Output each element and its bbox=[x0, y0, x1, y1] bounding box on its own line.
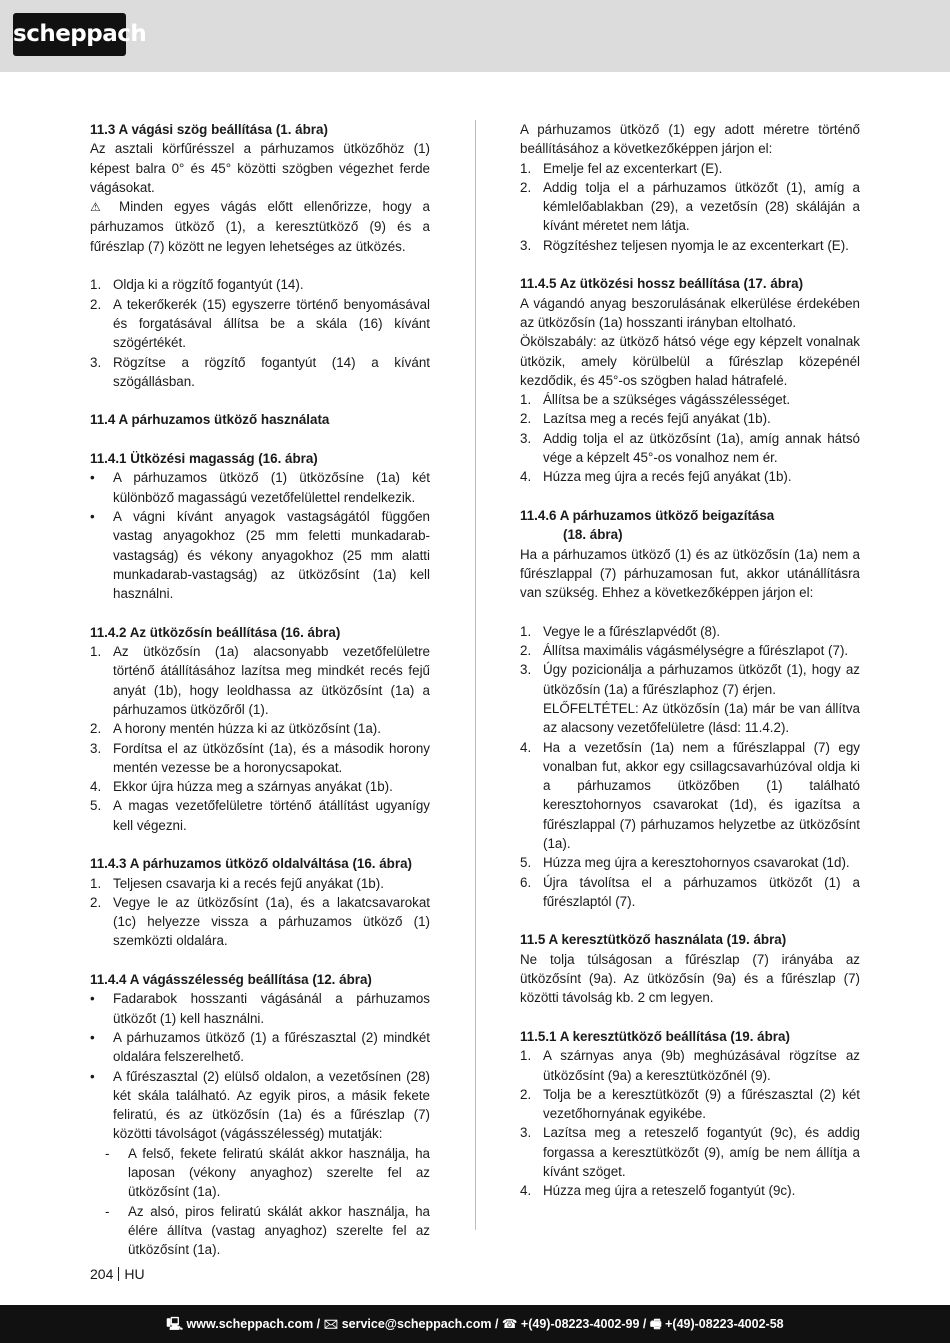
list-item: - Az alsó, piros feliratú skálát akkor használja, ha élére állítva (vastag anyaghoz) szerelte fel az ütközősínt (1a). bbox=[105, 1203, 430, 1258]
list-item: 1. Teljesen csavarja ki a recés fejű anyákat (1b). bbox=[90, 875, 384, 891]
bullets-11-4-1 bbox=[90, 468, 430, 603]
dashes-11-4-4 bbox=[90, 1144, 430, 1260]
list-item: 4. Ha a vezetősín (1a) nem a fűrészlappal (7) egy vonalban fut, akkor egy csillagcsavarhúzóval oldja ki a párhuzamos ütközőben (1) található keresztohornyos csavarokat (1d), és igazítsa a fűrészlappal (7) párhuzamos helyzetbe az ütközősínt (1a). bbox=[520, 739, 860, 851]
list-item: 2. Állítsa maximális vágásmélységre a fűrészlapot (7). bbox=[520, 643, 849, 659]
section-title-11-4-6-figure: (18. ábra) bbox=[563, 527, 623, 543]
list-item: 1. A szárnyas anya (9b) meghúzásával rögzítse az ütközősínt (9a) a keresztütközőnél (9). bbox=[520, 1048, 860, 1083]
column-divider bbox=[475, 120, 476, 1230]
list-item: 1. Állítsa be a szükséges vágásszélességet. bbox=[520, 392, 791, 408]
section-title-11-4-4: 11.4.4 A vágásszélesség beállítása (12. ábra) bbox=[90, 972, 372, 988]
header-bar bbox=[0, 0, 950, 72]
list-item: 2. A horony mentén húzza ki az ütközősínt (1a). bbox=[90, 721, 381, 737]
list-item: 3. Lazítsa meg a reteszelő fogantyút (9c), és addig forgassa a keresztütközőt (9), amíg be nem állítja a kívánt szöget. bbox=[520, 1125, 860, 1180]
section-intro-11-5: Ne tolja túlságosan a fűrészlap (7) irányába az ütközősínt (9a). Az ütközősín (9a) és a fűrészlap (7) közötti távolság kb. 2 cm legyen. bbox=[520, 951, 860, 1006]
steps-continuation bbox=[520, 159, 860, 255]
right-column bbox=[520, 120, 860, 1201]
list-item: 6. Újra távolítsa el a párhuzamos ütközőt (1) a fűrészlaptól (7). bbox=[520, 874, 860, 909]
section-title-11-5: 11.5 A keresztütköző használata (19. ábra) bbox=[520, 932, 787, 948]
section-title-11-4: 11.4 A párhuzamos ütköző használata bbox=[90, 412, 330, 428]
section-title-11-4-3: 11.4.3 A párhuzamos ütköző oldalváltása (16. ábra) bbox=[90, 856, 412, 872]
section-intro-11-4-5: A vágandó anyag beszorulásának elkerülése érdekében az ütközősín (1a) hosszanti irányban eltolható. bbox=[520, 295, 860, 330]
steps-11-3 bbox=[90, 275, 430, 391]
list-item: 1. Az ütközősín (1a) alacsonyabb vezetőfelületre történő átállításához lazítsa meg mindkét recés fejű anyát (1b), hogy leoldhassa az ütközősínt (1a) a párhuzamos ütközőről (1). bbox=[90, 644, 430, 717]
list-item: 3. Rögzítse a rögzítő fogantyút (14) a kívánt szögállásban. bbox=[90, 354, 430, 389]
list-item: 1. Oldja ki a rögzítő fogantyút (14). bbox=[90, 277, 304, 293]
section-title-11-4-5: 11.4.5 Az ütközési hossz beállítása (17. ábra) bbox=[520, 276, 804, 292]
contact-bar bbox=[0, 1305, 950, 1343]
list-item: 4. Húzza meg újra a reteszelő fogantyút (9c). bbox=[520, 1183, 796, 1199]
section-title-11-5-1: 11.5.1 A keresztütköző beállítása (19. ábra) bbox=[520, 1028, 790, 1044]
list-item: 4. Ekkor újra húzza meg a szárnyas anyákat (1b). bbox=[90, 779, 393, 795]
steps-11-4-5 bbox=[520, 390, 860, 486]
section-intro-11-3: Az asztali körfűrésszel a párhuzamos ütközőhöz (1) képest balra 0° és 45° közötti szögben végezhet ferde vágásokat. bbox=[90, 141, 430, 195]
list-item: 3. Fordítsa el az ütközősínt (1a), és a második horony mentén vezesse be a horonycsapokat. bbox=[90, 740, 430, 775]
list-item: 5. A magas vezetőfelületre történő átállítást ugyanígy kell végezni. bbox=[90, 798, 430, 833]
bullets-11-4-4 bbox=[90, 989, 430, 1143]
list-item: • A párhuzamos ütköző (1) ütközősíne (1a) két különböző magasságú vezetőfelülettel rendelkezik. bbox=[90, 470, 430, 505]
section-title-11-4-2: 11.4.2 Az ütközősín beállítása (16. ábra) bbox=[90, 624, 341, 640]
list-item: 5. Húzza meg újra a keresztohornyos csavarokat (1d). bbox=[520, 855, 850, 871]
warning-text: Minden egyes vágás előtt ellenőrizze, hogy a párhuzamos ütköző (1), a keresztütköző (9) és a fűrészlap (7) között ne legyen lehetséges az ütközés. bbox=[90, 199, 430, 254]
brand-logo: scheppach bbox=[13, 13, 126, 56]
page-footer bbox=[90, 1265, 145, 1284]
list-item: • Fadarabok hosszanti vágásánál a párhuzamos ütközőt (1) kell használni. bbox=[90, 991, 430, 1026]
continuation-intro: A párhuzamos ütköző (1) egy adott méretre történő beállításához a következőképpen járjon el: bbox=[520, 122, 860, 157]
list-item: 2. Tolja be a keresztütközőt (9) a fűrészasztal (2) két vezetőhornyának egyikébe. bbox=[520, 1086, 860, 1122]
list-item: 3. Úgy pozicionálja a párhuzamos ütközőt (1), hogy az ütközősín (1a) a fűrészlaphoz (7) érjen. ELŐFELTÉTEL: Az ütközősín (1a) már be van állítva az alacsony vezetőfelületre (lásd: 11.4.2). bbox=[520, 662, 860, 736]
list-item: • A párhuzamos ütköző (1) a fűrészasztal (2) mindkét oldalára felszerelhető. bbox=[90, 1029, 430, 1065]
steps-11-4-3 bbox=[90, 874, 430, 951]
steps-11-5-1 bbox=[520, 1046, 860, 1200]
list-item: • A vágni kívánt anyagok vastagságától függően vastag anyagokhoz (25 mm feletti munkadarab-vastagság) és vékony anyagokhoz (25 mm alatti munkadarab-vastagság) az ütközősínt (1a) kell használni. bbox=[90, 508, 430, 602]
warning-paragraph bbox=[90, 197, 430, 256]
list-item: 3. Rögzítéshez teljesen nyomja le az excenterkart (E). bbox=[520, 237, 849, 253]
section-title-11-4-1: 11.4.1 Ütközési magasság (16. ábra) bbox=[90, 451, 318, 467]
left-column bbox=[90, 120, 430, 1260]
page-number: 204 bbox=[90, 1266, 114, 1282]
list-item: 1. Vegye le a fűrészlapvédőt (8). bbox=[520, 623, 721, 639]
precondition-note: ELŐFELTÉTEL: Az ütközősín (1a) már be van állítva az alacsony vezetőfelületre (lásd: 11.4.2). bbox=[543, 700, 860, 736]
language-code: HU bbox=[124, 1266, 145, 1282]
section-title-11-4-6: 11.4.6 A párhuzamos ütköző beigazítása bbox=[520, 507, 775, 523]
list-item: • A fűrészasztal (2) elülső oldalon, a vezetősínen (28) két skála található. Az egyik piros, a másik fekete feliratú, és az ütközősín (1a) és a fűrészlap (7) közötti távolságot (vágásszélesség) mutatják: bbox=[90, 1068, 430, 1142]
list-item: 2. A tekerőkerék (15) egyszerre történő benyomásával és forgatásával állítsa be a skála (16) kívánt szögértékét. bbox=[90, 296, 430, 351]
list-item: - A felső, fekete feliratú skálát akkor használja, ha laposan (vékony anyaghoz) szerelte fel az ütközősínt (1a). bbox=[105, 1145, 430, 1200]
list-item: 2. Addig tolja el a párhuzamos ütközőt (1), amíg a kémlelőablakban (29), a vezetősín (28) skáláján a kívánt méretet nem látja. bbox=[520, 179, 860, 234]
section-title-11-3: 11.3 A vágási szög beállítása (1. ábra) bbox=[90, 122, 328, 137]
list-item: 4. Húzza meg újra a recés fejű anyákat (1b). bbox=[520, 469, 792, 485]
rule-of-thumb: Ökölszabály: az ütköző hátsó vége egy képzelt vonalnak ütközik, amely körülbelül a fűrészlap közepénél kezdődik, és 45°-os szögben halad hátrafelé. bbox=[520, 334, 860, 388]
list-item: 1. Emelje fel az excenterkart (E). bbox=[520, 160, 723, 176]
list-item: 3. Addig tolja el az ütközősínt (1a), amíg annak hátsó vége a képzelt 45°-os vonalhoz nem ér. bbox=[520, 430, 860, 466]
list-item: 2. Lazítsa meg a recés fejű anyákat (1b). bbox=[520, 411, 771, 427]
footer-separator bbox=[118, 1267, 119, 1281]
section-intro-11-4-6: Ha a párhuzamos ütköző (1) és az ütközősín (1a) nem a fűrészlappal (7) párhuzamosan fut, akkor utánállításra van szükség. Ehhez a következőképpen járjon el: bbox=[520, 546, 860, 601]
list-item: 2. Vegye le az ütközősínt (1a), és a lakatcsavarokat (1c) helyezze vissza a párhuzamos ütköző (1) szemközti oldalára. bbox=[90, 894, 430, 949]
steps-11-4-6 bbox=[520, 622, 860, 911]
steps-11-4-2 bbox=[90, 642, 430, 835]
warning-icon: ⚠ bbox=[90, 200, 109, 215]
contact-info: 🖳 www.scheppach.com / 🖂 service@scheppach.com / ☎ +(49)-08223-4002-99 / 🖷 +(49)-08223-4002-58 bbox=[166, 1317, 784, 1331]
